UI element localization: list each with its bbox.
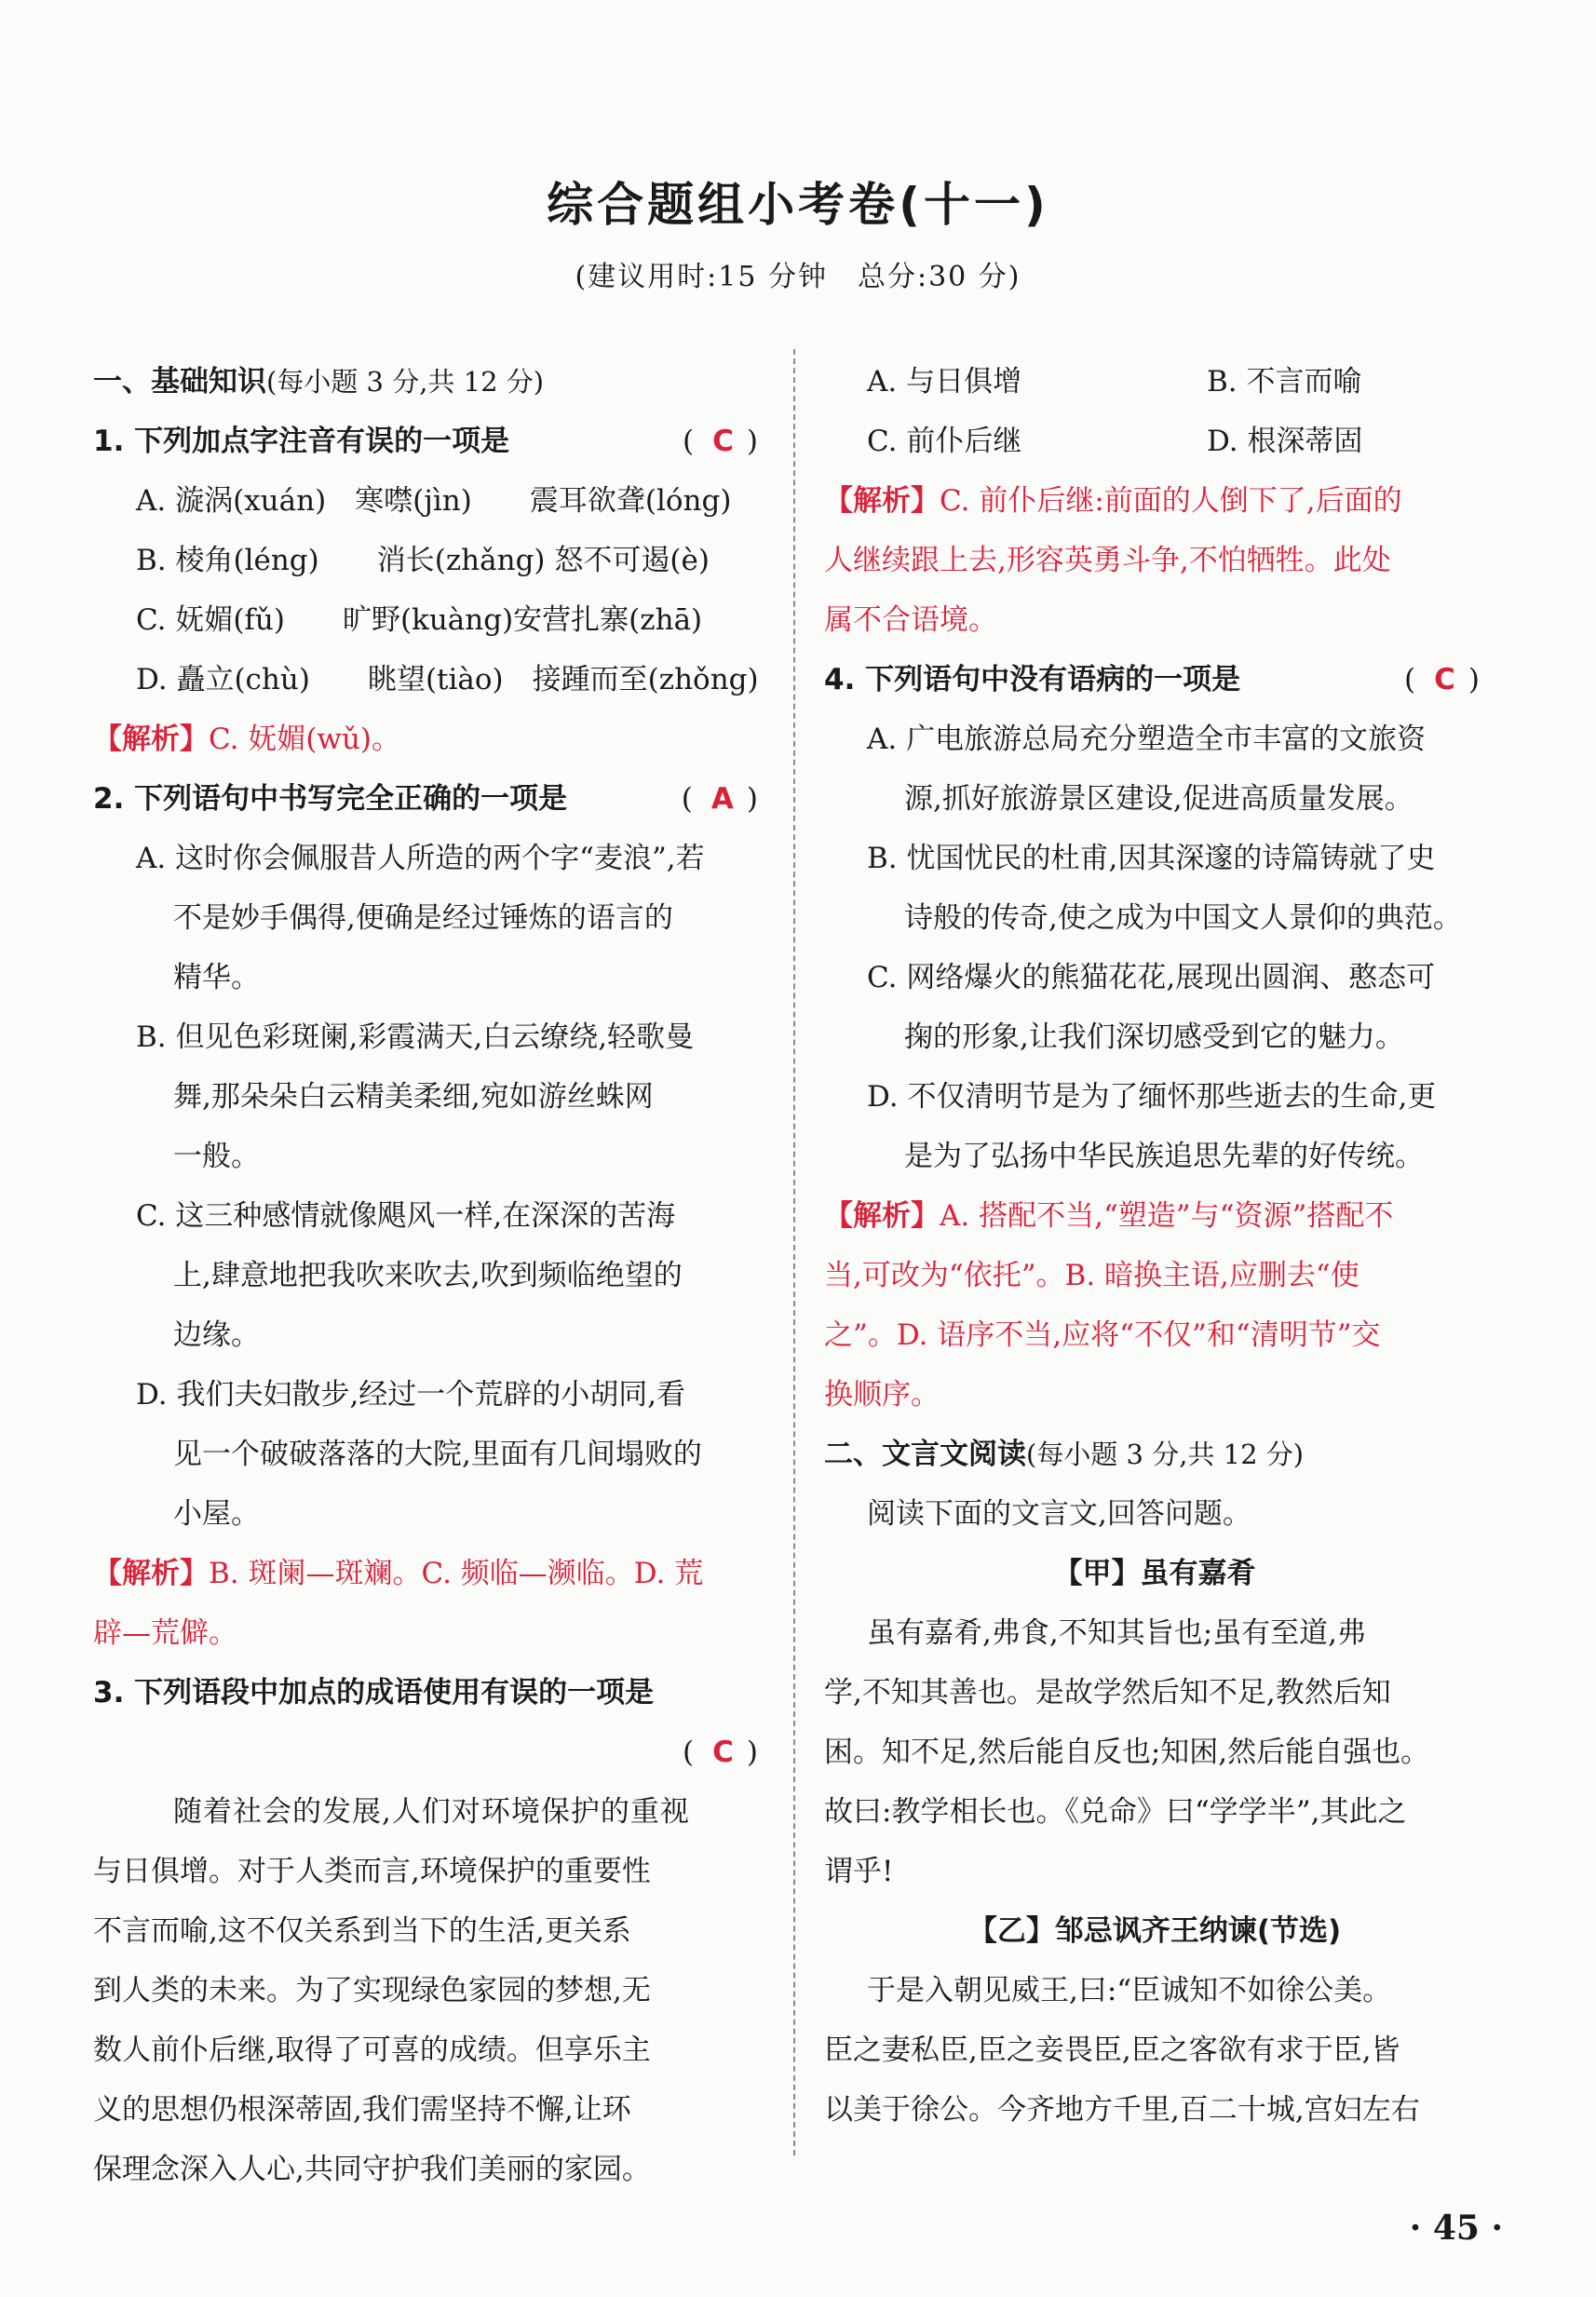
text-jia-line: 谓乎! bbox=[824, 1855, 894, 1888]
question-1-stem: 1. 下列加点字注音有误的一项是 ( C ) bbox=[93, 412, 764, 471]
q4-analysis-cont: 换顺序。 bbox=[824, 1378, 940, 1412]
q2-line: 见一个破破落落的大院,里面有几间塌败的 bbox=[173, 1438, 702, 1471]
column-divider bbox=[793, 349, 795, 2155]
answer-box: ( C ) bbox=[1404, 663, 1485, 696]
answer-letter: C bbox=[1434, 663, 1455, 696]
question-2-stem: 2. 下列语句中书写完全正确的一项是 ( A ) bbox=[93, 769, 764, 829]
q4-line: 掬的形象,让我们深切感受到它的魅力。 bbox=[904, 1020, 1404, 1054]
text-jia-title: 【甲】虽有嘉肴 bbox=[1053, 1557, 1256, 1590]
page-title: 综合题组小考卷(十一) bbox=[547, 178, 1049, 232]
text-yi-title: 【乙】邹忌讽齐王纳谏(节选) bbox=[967, 1914, 1342, 1948]
text-yi-line: 臣之妻私臣,臣之妾畏臣,臣之客欲有求于臣,皆 bbox=[824, 2034, 1400, 2067]
q4-line: C. 网络爆火的熊猫花花,展现出圆润、憨态可 bbox=[867, 961, 1436, 994]
q2-line: 边缘。 bbox=[173, 1318, 260, 1352]
left-column bbox=[93, 352, 764, 2199]
q2-line: C. 这三种感情就像飓风一样,在深深的苦海 bbox=[136, 1199, 676, 1233]
q2-line: 一般。 bbox=[173, 1140, 260, 1173]
q2-analysis: 【解析】B. 斑阑—斑斓。C. 频临—濒临。D. 荒 bbox=[93, 1557, 704, 1590]
q2-line: 舞,那朵朵白云精美柔细,宛如游丝蛛网 bbox=[173, 1080, 654, 1114]
q4-line: 源,抓好旅游景区建设,促进高质量发展。 bbox=[904, 782, 1413, 816]
q3-passage-line: 义的思想仍根深蒂固,我们需坚持不懈,让环 bbox=[93, 2093, 631, 2127]
q1-option: A. 漩涡(xuán) 寒噤(jìn) 震耳欲聋(lóng) bbox=[136, 484, 732, 518]
q2-line: B. 但见色彩斑阑,彩霞满天,白云缭绕,轻歌曼 bbox=[136, 1020, 695, 1054]
q3-option: B. 不言而喻 bbox=[1207, 365, 1362, 399]
section-1-heading: 一、基础知识(每小题 3 分,共 12 分) bbox=[93, 365, 545, 399]
q4-analysis-cont: 当,可改为“依托”。B. 暗换主语,应删去“使 bbox=[824, 1259, 1359, 1292]
text-yi-line: 于是入朝见威王,曰:“臣诚知不如徐公美。 bbox=[867, 1974, 1392, 2007]
q4-line: B. 忧国忧民的杜甫,因其深邃的诗篇铸就了史 bbox=[867, 842, 1436, 875]
answer-box: ( A ) bbox=[681, 782, 764, 816]
text-jia-line: 困。知不足,然后能自反也;知困,然后能自强也。 bbox=[824, 1736, 1430, 1769]
q2-analysis-cont: 辟—荒僻。 bbox=[93, 1616, 237, 1650]
q2-line: 不是妙手偶得,便确是经过锤炼的语言的 bbox=[173, 901, 673, 935]
q3-passage-line: 随着社会的发展,人们对环境保护的重视 bbox=[173, 1795, 690, 1829]
q3-option: D. 根深蒂固 bbox=[1207, 425, 1363, 458]
section-2-heading: 二、文言文阅读(每小题 3 分,共 12 分) bbox=[824, 1438, 1305, 1471]
q4-line: 诗般的传奇,使之成为中国文人景仰的典范。 bbox=[904, 901, 1462, 935]
q2-line: 上,肆意地把我吹来吹去,吹到频临绝望的 bbox=[173, 1259, 683, 1292]
page-number: · 45 · bbox=[1409, 2209, 1503, 2248]
text-yi-line: 以美于徐公。今齐地方千里,百二十城,宫妇左右 bbox=[824, 2093, 1420, 2127]
q3-passage-line: 保理念深入人心,共同守护我们美丽的家园。 bbox=[93, 2153, 651, 2186]
q4-line: 是为了弘扬中华民族追思先辈的好传统。 bbox=[904, 1140, 1424, 1173]
q1-option: D. 矗立(chù) 眺望(tiào) 接踵而至(zhǒng) bbox=[136, 663, 759, 696]
q2-line: A. 这时你会佩服昔人所造的两个字“麦浪”,若 bbox=[136, 842, 705, 875]
q3-analysis: 【解析】C. 前仆后继:前面的人倒下了,后面的 bbox=[824, 484, 1402, 518]
q2-line: 精华。 bbox=[173, 961, 260, 994]
answer-letter: C bbox=[712, 425, 734, 458]
text-jia-line: 虽有嘉肴,弗食,不知其旨也;虽有至道,弗 bbox=[867, 1616, 1367, 1650]
question-3-stem: 3. 下列语段中加点的成语使用有误的一项是 bbox=[93, 1676, 655, 1709]
q2-line: D. 我们夫妇散步,经过一个荒辟的小胡同,看 bbox=[136, 1378, 686, 1412]
question-4-stem: 4. 下列语句中没有语病的一项是 ( C ) bbox=[824, 650, 1485, 709]
q3-passage-line: 与日俱增。对于人类而言,环境保护的重要性 bbox=[93, 1855, 651, 1888]
q3-analysis-cont: 属不合语境。 bbox=[824, 603, 997, 637]
q3-passage-line: 到人类的未来。为了实现绿色家园的梦想,无 bbox=[93, 1974, 651, 2007]
q3-options-row bbox=[824, 352, 1485, 412]
text-jia-line: 故曰:教学相长也。《兑命》曰“学学半”,其此之 bbox=[824, 1795, 1407, 1829]
q3-passage-line: 不言而喻,这不仅关系到当下的生活,更关系 bbox=[93, 1914, 631, 1948]
q4-line: A. 广电旅游总局充分塑造全市丰富的文旅资 bbox=[867, 723, 1427, 756]
reading-intro: 阅读下面的文言文,回答问题。 bbox=[867, 1497, 1251, 1531]
right-column bbox=[824, 352, 1485, 2140]
answer-box: ( C ) bbox=[683, 425, 764, 458]
answer-letter: A bbox=[710, 782, 734, 816]
answer-letter: C bbox=[712, 1736, 734, 1769]
text-jia-line: 学,不知其善也。是故学然后知不足,教然后知 bbox=[824, 1676, 1391, 1709]
q3-options-row bbox=[824, 412, 1485, 471]
q3-option: A. 与日俱增 bbox=[867, 365, 1022, 399]
page-subtitle: (建议用时:15 分钟 总分:30 分) bbox=[575, 261, 1021, 293]
q2-line: 小屋。 bbox=[173, 1497, 260, 1531]
q1-option: B. 棱角(léng) 消长(zhǎng) 怒不可遏(è) bbox=[136, 544, 710, 577]
q1-analysis: 【解析】C. 妩媚(wǔ)。 bbox=[93, 723, 401, 756]
q3-analysis-cont: 人继续跟上去,形容英勇斗争,不怕牺牲。此处 bbox=[824, 544, 1391, 577]
q4-analysis: 【解析】A. 搭配不当,“塑造”与“资源”搭配不 bbox=[824, 1199, 1394, 1233]
q4-analysis-cont: 之”。D. 语序不当,应将“不仅”和“清明节”交 bbox=[824, 1318, 1381, 1352]
q1-option: C. 妩媚(fǔ) 旷野(kuàng)安营扎寨(zhā) bbox=[136, 603, 703, 637]
q3-option: C. 前仆后继 bbox=[867, 425, 1022, 458]
q4-line: D. 不仅清明节是为了缅怀那些逝去的生命,更 bbox=[867, 1080, 1437, 1114]
answer-box: ( C ) bbox=[683, 1736, 764, 1769]
q3-passage-line: 数人前仆后继,取得了可喜的成绩。但享乐主 bbox=[93, 2034, 651, 2067]
